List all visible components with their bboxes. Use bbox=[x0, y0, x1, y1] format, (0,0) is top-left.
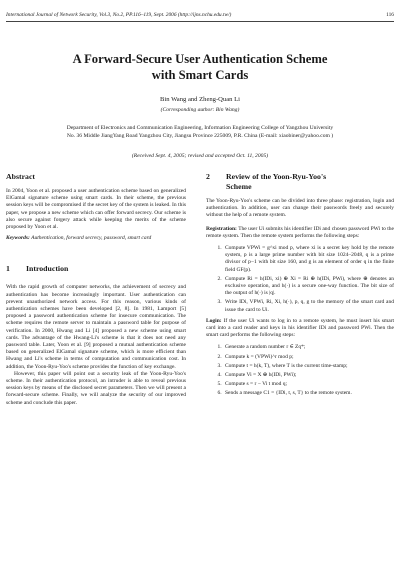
left-column bbox=[6, 172, 186, 407]
login-step: 6. Sends a message C1 = {IDi, t, s, T} to the remote system. bbox=[223, 390, 394, 397]
running-head bbox=[6, 12, 394, 18]
received-dates: (Received Sept. 4, 2005; revised and accepted Oct. 11, 2005) bbox=[131, 153, 269, 159]
title-line-2: with Smart Cards bbox=[151, 68, 249, 82]
registration-label: Registration: bbox=[206, 225, 237, 232]
journal-citation: International Journal of Network Security, Vol.3, No.2, PP.116–119, Sept. 2006 (http://ijns.nchu.edu.tw/) bbox=[6, 12, 232, 18]
review-title-line-2: Scheme bbox=[226, 182, 252, 191]
header-rule bbox=[6, 21, 394, 22]
keywords bbox=[6, 235, 186, 242]
login-step: 2. Compute k = (VPWi)^r mod p; bbox=[223, 354, 394, 361]
registration-step: 1. Compute VPWi = g^xi mod p, where xi is a secret key hold by the remote system, p is a large prime number with bit size 1024–2048, q is a prime divisor of p−1 with bit size 160, and g is an element of order q in the finite field GF(p). bbox=[223, 245, 394, 274]
review-heading bbox=[206, 172, 394, 192]
affiliation-line-1: Department of Electronics and Communication Engineering, Information Engineering College of Yangzhou University bbox=[66, 125, 334, 131]
intro-number: 1 bbox=[6, 264, 10, 274]
login-step: 1. Generate a random number r ∈ Zq*; bbox=[223, 344, 394, 351]
abstract-heading: Abstract bbox=[6, 172, 36, 181]
registration-step: 2. Compute Ri = h(IDi, xi) ⊕ Xi = Ri ⊕ h(IDi, PWi), where ⊕ denotes an exclusive operation, and h(·) is a secure one-way function. The bit size of the output of h(·) is |q|. bbox=[223, 276, 394, 298]
review-number: 2 bbox=[206, 172, 210, 181]
paper-title bbox=[20, 51, 380, 83]
right-column bbox=[206, 172, 394, 402]
registration-step: 3. Write IDi, VPWi, Ri, Xi, h(·), p, q, g to the memory of the smart card and issue the card to Ui. bbox=[223, 299, 394, 313]
review-intro-text: The Yoon-Ryu-Yoo's scheme can be divided into three phase: registration, login and authentication. In addition, user can change their passwords freely and securely without the help of a remote system. bbox=[206, 198, 394, 219]
intro-heading bbox=[6, 264, 186, 274]
registration-paragraph bbox=[206, 226, 394, 240]
login-paragraph bbox=[206, 318, 394, 340]
abstract-text: In 2004, Yoon et al. proposed a user authentication scheme based on generalized ElGamal signature scheme using smart cards. In their scheme, the previous session keys will be compromised if the secret key of the system is leaked. In this paper, we propose a new scheme which can offer forward secrecy. Our scheme is also secure against forgery attack while keeping the merits of the scheme proposed by Yoon et al. bbox=[6, 188, 186, 231]
intro-title: Introduction bbox=[26, 264, 69, 274]
registration-steps bbox=[206, 245, 394, 314]
login-steps bbox=[206, 344, 394, 397]
login-text: If the user Ui wants to log in to a remote system, he must insert his smart card into a card reader and keys in his identifier IDi and password PWi. Then the smart card performs the following steps: bbox=[206, 317, 394, 339]
corresponding-author: (Corresponding author: Bin Wang) bbox=[160, 107, 240, 113]
login-step: 3. Compute t = h(k, T), where T is the current time-stamp; bbox=[223, 363, 394, 370]
intro-paragraph-2: However, this paper will point out a security leak of the Yoon-Ryu-Yoo's scheme. In their authentication protocol, an intruder is able to reveal previous session keys by means of the disclosed secret parameters. Then we will present a forward-secure scheme. Finally, we will analyze the security of our improved scheme and conclude this paper. bbox=[6, 370, 186, 406]
registration-text: The user Ui submits his identifier IDi and chosen password PWi to the remote system. Then the remote system performs the following steps: bbox=[206, 225, 395, 239]
authors: Bin Wang and Zheng-Quan Li bbox=[160, 96, 240, 103]
review-title-line-1: Review of the Yoon-Ryu-Yoo's bbox=[226, 172, 327, 181]
affiliation bbox=[8, 124, 392, 140]
affiliation-line-2: No. 36 Middle JiangYang Road Yangzhou City, Jiangsu Province 225009, P.R. China (E-mail: xiaobiner@yahoo.com ) bbox=[66, 133, 334, 139]
keywords-text: Authentication, forward secrecy, password, smart card bbox=[31, 235, 152, 242]
page-number: 116 bbox=[386, 12, 394, 18]
login-step: 5. Compute s = r − Vi t mod q; bbox=[223, 381, 394, 388]
login-step: 4. Compute Vi = X ⊕ h(IDi, PWi); bbox=[223, 372, 394, 379]
keywords-label: Keywords: bbox=[6, 235, 30, 242]
title-line-1: A Forward-Secure User Authentication Scheme bbox=[72, 52, 328, 66]
intro-paragraph-1: With the rapid growth of computer networks, the achievement of secrecy and authentication has become increasingly important. User authentication can prevent unauthorized network access. For this reason, various kinds of authentication schemes have been developed [2, 8]. In 1981, Lamport [5] proposed a password authentication scheme for insecure communication. The scheme requires the remote server to maintain a password table for purpose of verification. In 2000, Hwang and Li [4] proposed a new scheme using smart cards. The advantage of the Hwang-Li's scheme is that it does not need any password table. Later, Yoon et al. [9] proposed a mutual authentication scheme based on generalized ElGamal signature scheme, which is more efficient than Hwang and Li's scheme in terms of computation and communication cost. In addition, the Yoon-Ryu-Yoo's scheme provides the function of key exchange. bbox=[6, 284, 186, 370]
login-label: Login: bbox=[206, 317, 222, 324]
